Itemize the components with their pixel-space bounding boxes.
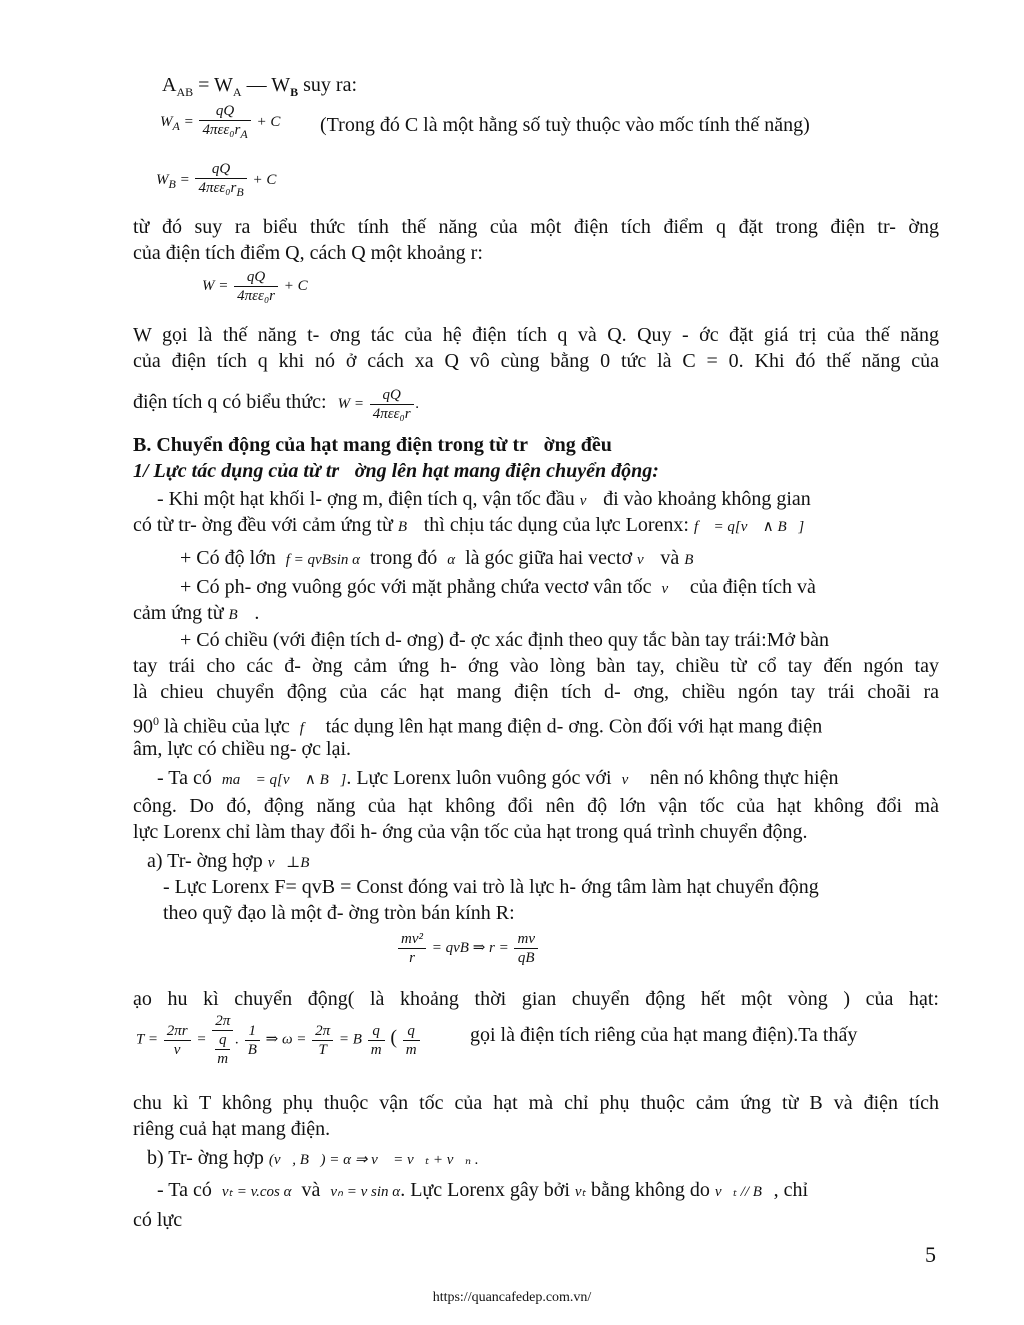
energy-difference-line: $A_{AB} = W_A$ — $W_B$ suy ra: (162, 74, 358, 99)
paragraph-line: $90^0$ là chiều của lực f⃗ tác dụng lên hạt mang điện d- ơng. Còn đối với hạt mang điện (133, 714, 823, 738)
equation-w-final: W = $\frac{qQ}{\text{4πεε₀r}}$ . (337, 387, 420, 422)
paragraph-line: + Có độ lớn f = qvBsin α trong đó α là góc giữa hai vectơ v⃗ và B⃗ (180, 547, 706, 569)
paragraph-line: ạo hu kì chuyển động( là khoảng thời gian chuyển động hết một vòng ) của hạt: (133, 988, 939, 1010)
case-a-label: a) Tr- ờng hợp v⃗⊥B⃗ (147, 850, 322, 872)
paragraph-line: riêng cuả hạt mang điện. (133, 1118, 331, 1140)
equation-period: T = $\frac{2\pi r}{v}$ = 2π q m . $\frac{1}{B}$ ⇒ ω = $\frac{2\pi}{T}$ = B $\frac{q}{m}$ ( $\frac{q}{m}$ (136, 1012, 422, 1068)
paragraph-line: có từ tr- ờng đều với cảm ứng từ B⃗ thì chịu tác dụng của lực Lorenx: f⃗ = q[v⃗ ∧ B⃗] (133, 514, 805, 536)
paragraph-line: âm, lực có chiều ng- ợc lại. (133, 738, 351, 760)
paragraph-line: - Lực Lorenx F= qvB = Const đóng vai trò là lực h- ớng tâm làm hạt chuyển động (163, 876, 819, 898)
paragraph-line: có lực (133, 1209, 183, 1231)
paragraph-line: theo quỹ đạo là một đ- ờng tròn bán kính R: (163, 902, 515, 924)
equation-w: W = $\frac{qQ}{\text{4πεε₀r}}$ + C (202, 269, 308, 304)
paragraph-line: cảm ứng từ B⃗ . (133, 602, 260, 624)
equation-radius: $\frac{\text{mv²}}{r}$ = qvB ⇒ r = $\frac{mv}{qB}$ (396, 930, 540, 967)
paragraph-line: + Có chiều (với điện tích d- ơng) đ- ợc xác định theo quy tắc bàn tay trái:Mở bàn (180, 629, 829, 651)
paragraph-line: lực Lorenx chỉ làm thay đổi h- ớng của vận tốc của hạt trong quá trình chuyển động. (133, 821, 808, 843)
footer-url[interactable]: https://quancafedep.com.vn/ (432, 1290, 592, 1305)
paragraph-line: chu kì T không phụ thuộc vận tốc của hạt mà chỉ phụ thuộc cảm ứng từ B và điện tích (133, 1092, 939, 1114)
paragraph-line: từ đó suy ra biểu thức tính thế năng của một điện tích điểm q đặt trong điện tr- ờng (133, 216, 939, 238)
subsection-heading-1: 1/ Lực tác dụng của từ tr ờng lên hạt mang điện chuyển động: (133, 460, 659, 482)
paragraph-line: điện tích q có biểu thức: W = $\frac{qQ}{\text{4πεε₀r}}$ . (133, 387, 420, 422)
case-b-label: b) Tr- ờng hợp (v⃗, B⃗) = α ⇒ v⃗ = v⃗ₜ + v⃗ₙ . (147, 1147, 479, 1169)
paragraph-line: - Ta có vₜ = v.cos α và vₙ = v sin α. Lực Lorenx gây bởi vₜ bằng không do v⃗ₜ // B⃗, chỉ (157, 1179, 809, 1201)
paragraph-line: là chieu chuyển động của các hạt mang điện tích d- ơng, chiều ngón tay trái choãi ra (133, 681, 939, 703)
section-heading-b: B. Chuyển động của hạt mang điện trong từ tr ờng đều (133, 434, 612, 456)
wa-note: (Trong đó C là một hằng số tuỳ thuộc vào mốc tính thế năng) (320, 114, 810, 136)
paragraph-line: của điện tích q khi nó ở cách xa Q vô cùng bằng 0 tức là C = 0. Khi đó thế năng của (133, 350, 939, 372)
page-number: 5 (925, 1242, 936, 1267)
equation-wb: $W_B$ = $\frac{qQ}{4\pi\varepsilon\varepsilon_0r_B}$ + C (156, 161, 277, 199)
equation-wa: $W_A$ = $\frac{qQ}{4\pi\varepsilon\varepsilon_0r_A}$ + C (160, 103, 281, 141)
paragraph-line: của điện tích điểm Q, cách Q một khoảng r: (133, 242, 483, 264)
paragraph-line: gọi là điện tích riêng của hạt mang điện).Ta thấy (470, 1024, 858, 1046)
paragraph-line: - Khi một hạt khối l- ợng m, điện tích q, vận tốc đầu v⃗ đi vào khoảng không gian (157, 488, 811, 510)
paragraph-line: + Có ph- ơng vuông góc với mặt phẳng chứa vectơ vân tốc v⃗ của điện tích và (180, 576, 816, 598)
paragraph-line: công. Do đó, động năng của hạt không đổi nên độ lớn vận tốc của hạt không đổi mà (133, 795, 939, 817)
paragraph-line: W gọi là thế năng t- ơng tác của hệ điện tích q và Q. Quy - ớc đặt giá trị của thế năng (133, 324, 939, 346)
paragraph-line: tay trái cho các đ- ờng cảm ứng h- ớng vào lòng bàn tay, chiều từ cổ tay đến ngón tay (133, 655, 939, 677)
paragraph-line: - Ta có ma⃗ = q[v⃗ ∧ B⃗]. Lực Lorenx luôn vuông góc với v⃗ nên nó không thực hiện (157, 767, 839, 789)
